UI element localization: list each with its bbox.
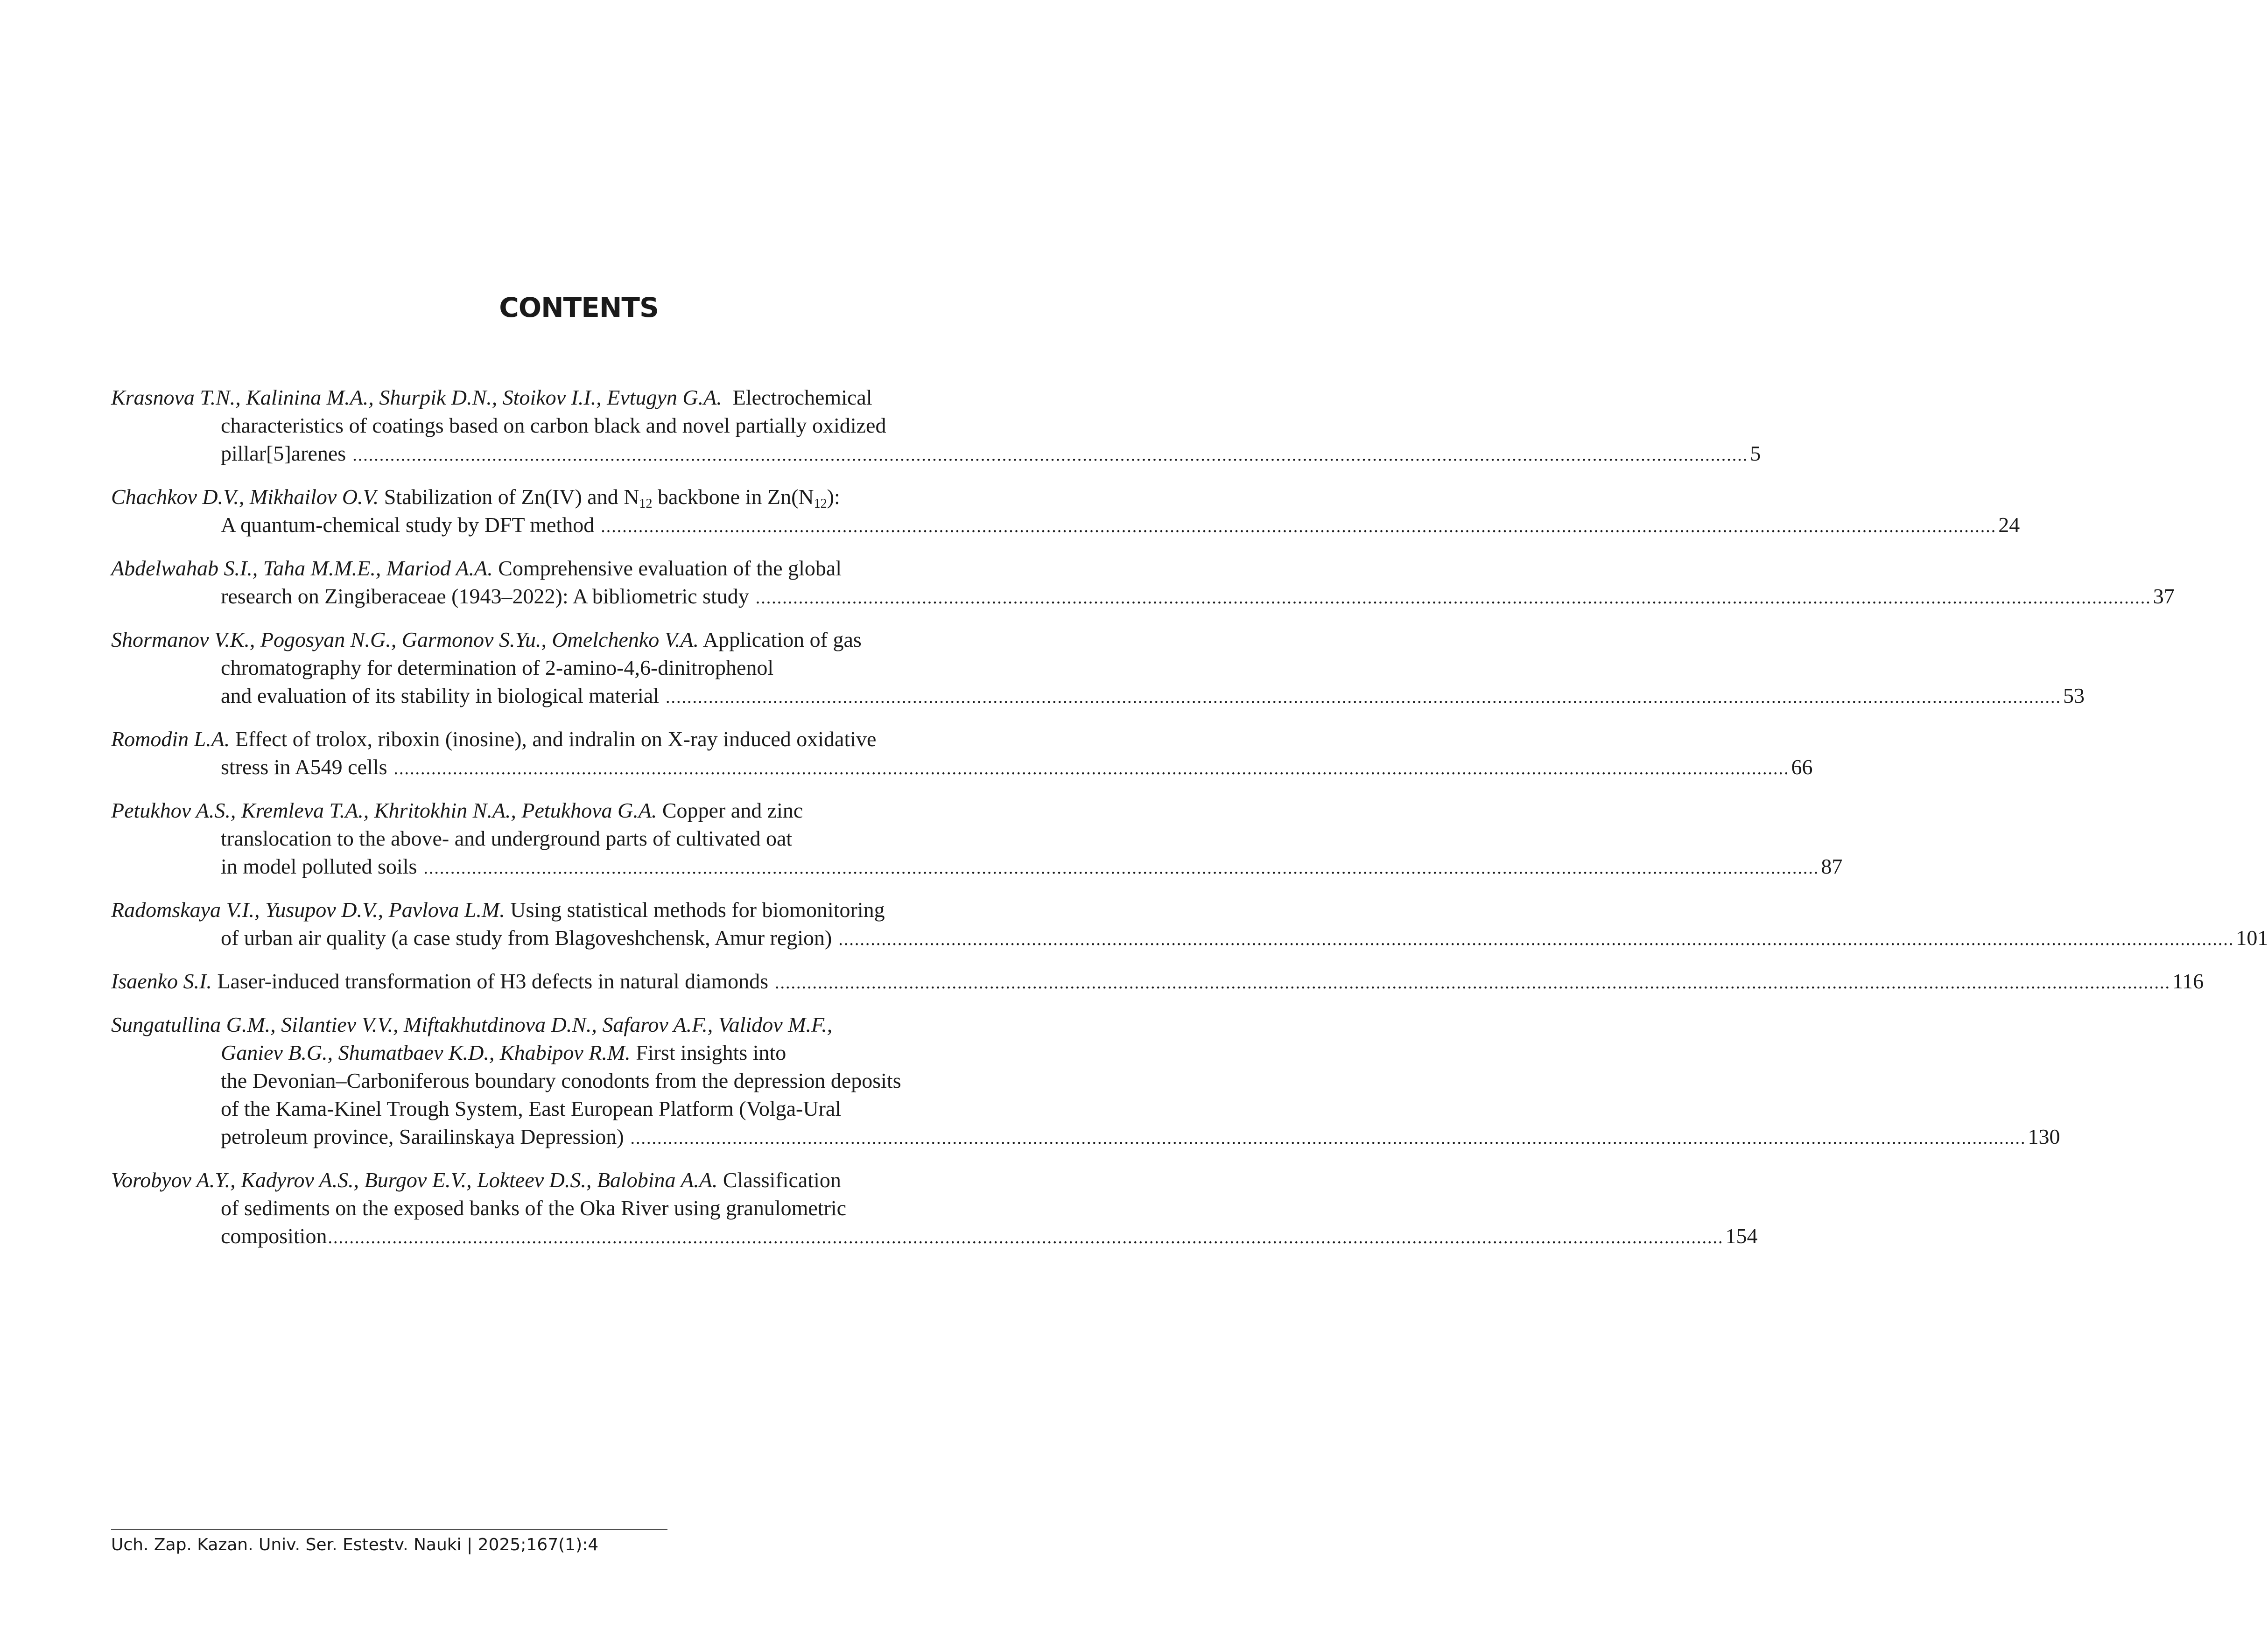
toc-entry — [111, 725, 1813, 783]
subscript: 12 — [814, 497, 827, 511]
entry-last-line — [111, 853, 1843, 882]
dot-leader: .................................................................................................................................................................................................................................................................... — [755, 588, 2151, 608]
entry-title-line: translocation to the above- and underground parts of cultivated oat — [221, 826, 793, 850]
dot-leader: .................................................................................................................................................................................................................................................................... — [352, 445, 1748, 465]
entry-first-line — [111, 725, 1026, 753]
entry-title-line: of the Kama-Kinel Trough System, East European Platform (Volga-Ural — [221, 1097, 842, 1120]
entry-title-line: the Devonian–Carboniferous boundary conodonts from the depression deposits — [221, 1069, 901, 1092]
entry-title: Laser-induced transformation of H3 defects in natural diamonds — [217, 969, 769, 993]
entry-authors: Chachkov D.V., Mikhailov O.V. — [111, 485, 379, 509]
entry-authors: Shormanov V.K., Pogosyan N.G., Garmonov S.Yu., Omelchenko V.A. — [111, 628, 699, 651]
dot-leader: .................................................................................................................................................................................................................................................................... — [328, 1228, 1724, 1247]
dot-leader: .................................................................................................................................................................................................................................................................... — [601, 517, 1997, 536]
page-number: 87 — [1821, 854, 1843, 878]
entry-last-line — [111, 1222, 1758, 1252]
entry-title-end: stress in A549 cells — [221, 755, 387, 779]
entry-last-line — [111, 924, 2268, 953]
entry-second-line — [111, 1039, 1026, 1067]
entry-last-line — [111, 967, 2204, 997]
entry-title-end: A quantum-chemical study by DFT method — [221, 513, 595, 537]
footer-citation: Uch. Zap. Kazan. Univ. Ser. Estestv. Nauki | 2025;167(1):4 — [111, 1535, 599, 1554]
dot-leader: .................................................................................................................................................................................................................................................................... — [630, 1128, 2026, 1148]
entry-title-end: petroleum province, Sarailinskaya Depression) — [221, 1125, 624, 1148]
entry-title-start: Classification — [723, 1168, 841, 1192]
dot-leader: .................................................................................................................................................................................................................................................................... — [665, 687, 2061, 707]
entry-authors: Radomskaya V.I., Yusupov D.V., Pavlova L.M. — [111, 898, 505, 922]
toc-entry — [111, 1166, 1758, 1252]
entry-title-line: chromatography for determination of 2-amino-4,6-dinitrophenol — [221, 656, 774, 679]
entry-first-line — [111, 626, 1026, 654]
entry-title-start: Application of gas — [702, 628, 862, 651]
entry-title-start: Electrochemical — [732, 385, 872, 409]
entry-title-line: characteristics of coatings based on carbon black and novel partially oxidized — [221, 413, 886, 437]
entry-last-line — [111, 682, 2085, 711]
entry-title-start: Copper and zinc — [662, 798, 803, 822]
entry-title-end: of urban air quality (a case study from Blagoveshchensk, Amur region) — [221, 926, 832, 950]
entry-title-start: Stabilization of Zn(IV) and $N_{12}$ backbone in $Zn(N_{12})$: — [384, 485, 840, 511]
entry-title-start: First insights into — [636, 1041, 786, 1064]
page-number: 101 — [2236, 926, 2268, 950]
entry-first-line — [111, 554, 1026, 582]
entry-first-line — [111, 797, 1026, 825]
toc-entry — [111, 554, 2175, 612]
entry-authors: Isaenko S.I. — [111, 969, 212, 993]
page-number: 116 — [2172, 969, 2204, 993]
dot-leader: .................................................................................................................................................................................................................................................................... — [393, 759, 1790, 778]
entry-title-end: research on Zingiberaceae (1943–2022): A bibliometric study — [221, 584, 749, 608]
toc-entry — [111, 797, 1843, 882]
entry-first-line — [111, 384, 1026, 412]
footer-rule — [111, 1529, 667, 1530]
page-number: 37 — [2153, 584, 2175, 608]
dot-leader: .................................................................................................................................................................................................................................................................... — [423, 858, 1819, 878]
entry-title-end: and evaluation of its stability in biological material — [221, 684, 659, 707]
entry-title-start: Using statistical methods for biomonitoring — [510, 898, 885, 922]
page-title: CONTENTS — [499, 292, 659, 323]
page-number: 154 — [1725, 1224, 1758, 1248]
page-number: 5 — [1750, 441, 1761, 465]
entry-authors: Petukhov A.S., Kremleva T.A., Khritokhin N.A., Petukhova G.A. — [111, 798, 657, 822]
toc-entry — [111, 896, 2268, 953]
page-number: 53 — [2063, 684, 2085, 707]
toc-entry — [111, 384, 1761, 469]
toc-entry — [111, 483, 2020, 540]
toc-entry — [111, 967, 2204, 997]
entry-first-line — [111, 483, 1026, 511]
entry-last-line — [111, 753, 1813, 783]
entry-title-end: pillar[5]arenes — [221, 441, 346, 465]
subscript: 12 — [639, 497, 653, 511]
page-number: 130 — [2028, 1125, 2060, 1148]
page-number: 24 — [1998, 513, 2020, 537]
table-of-contents — [111, 384, 2268, 1266]
entry-first-line — [111, 967, 768, 995]
entry-title-start: Effect of trolox, riboxin (inosine), and indralin on X-ray induced oxidative — [235, 727, 877, 751]
entry-authors-continued: Ganiev B.G., Shumatbaev K.D., Khabipov R.M. — [221, 1041, 631, 1064]
entry-title-end: in model polluted soils — [221, 854, 417, 878]
entry-last-line — [111, 440, 1761, 469]
entry-authors: Romodin L.A. — [111, 727, 230, 751]
dot-leader: .................................................................................................................................................................................................................................................................... — [775, 973, 2171, 993]
entry-authors: Vorobyov A.Y., Kadyrov A.S., Burgov E.V., Lokteev D.S., Balobina A.A. — [111, 1168, 718, 1192]
entry-first-line — [111, 896, 1026, 924]
entry-title-end: composition — [221, 1224, 327, 1248]
entry-last-line — [111, 1123, 2060, 1152]
entry-authors: Sungatullina G.M., Silantiev V.V., Miftakhutdinova D.N., Safarov A.F., Validov M.F., — [111, 1013, 833, 1036]
entry-title-line: of sediments on the exposed banks of the Oka River using granulometric — [221, 1196, 847, 1220]
entry-authors: Krasnova T.N., Kalinina M.A., Shurpik D.N., Stoikov I.I., Evtugyn G.A. — [111, 385, 722, 409]
entry-authors: Abdelwahab S.I., Taha M.M.E., Mariod A.A. — [111, 556, 493, 580]
entry-title-start: Comprehensive evaluation of the global — [498, 556, 842, 580]
toc-entry — [111, 626, 2085, 711]
entry-first-line — [111, 1011, 1026, 1039]
entry-first-line — [111, 1166, 1026, 1194]
toc-entry — [111, 1011, 2060, 1152]
entry-last-line — [111, 582, 2175, 612]
entry-last-line — [111, 511, 2020, 540]
dot-leader: .................................................................................................................................................................................................................................................................... — [838, 930, 2234, 949]
page-number: 66 — [1791, 755, 1813, 779]
